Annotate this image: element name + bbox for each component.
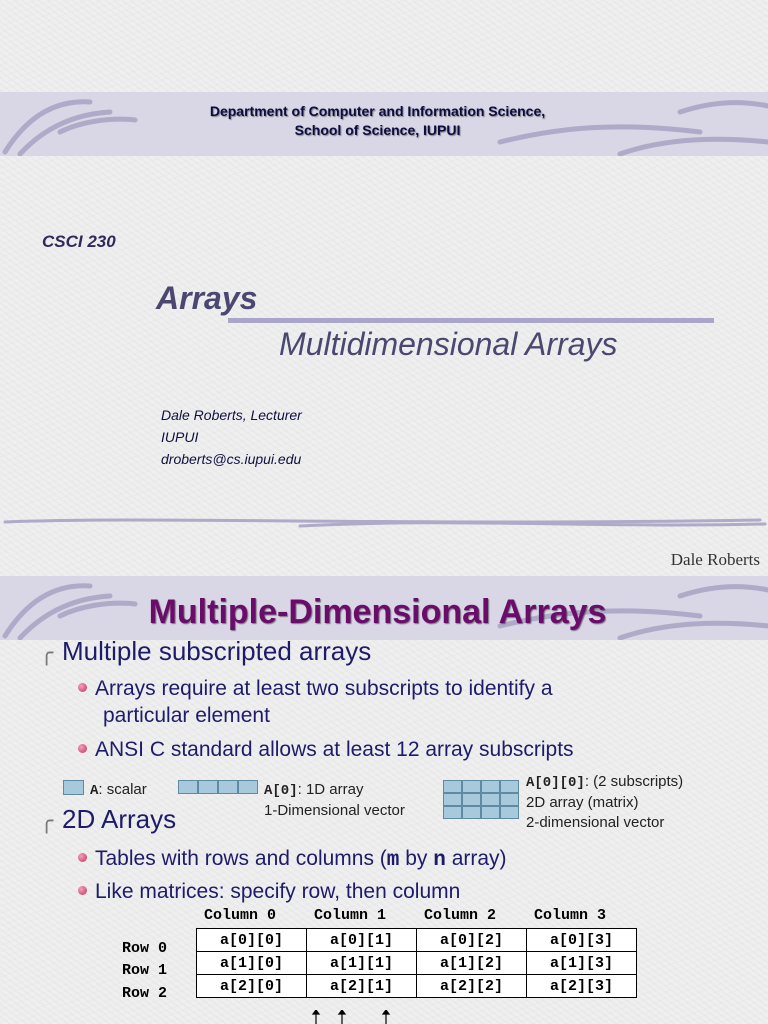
sub-bullet-two-subscripts <box>78 675 553 729</box>
dot-bullet-icon <box>78 886 87 895</box>
matrix-boxes <box>443 780 519 819</box>
slide2-title: Multiple-Dimensional Arrays <box>148 593 607 631</box>
matrix-desc2: 2-dimensional vector <box>526 814 665 831</box>
row-header-2: Row 2 <box>122 985 168 1002</box>
tables-text-post: array) <box>445 847 507 870</box>
slide1-bottom-swirl <box>0 510 768 530</box>
sub-bullet-matrices <box>78 878 460 905</box>
dot-bullet-icon <box>78 744 87 753</box>
sub-bullet-line2: particular element <box>103 704 270 727</box>
hook-bullet-icon: ╭ <box>40 640 54 665</box>
table-cell: a[1][0] <box>197 952 307 975</box>
table-cell: a[1][1] <box>307 952 417 975</box>
department-line2: School of Science, IUPUI <box>294 122 461 138</box>
department-line1: Department of Computer and Information Science, <box>209 103 546 119</box>
tables-n: n <box>433 849 446 872</box>
table-cell: a[2][2] <box>417 975 527 998</box>
table-row <box>197 975 637 998</box>
table-row <box>197 929 637 952</box>
vector-code: A[0] <box>264 783 298 799</box>
table-cell: a[0][0] <box>197 929 307 952</box>
column-header-0: Column 0 <box>204 907 277 924</box>
subscript-arrows <box>300 1010 400 1024</box>
table-cell: a[0][2] <box>417 929 527 952</box>
title-underline <box>228 318 714 323</box>
table-cell: a[0][3] <box>527 929 637 952</box>
column-header-2: Column 2 <box>424 907 497 924</box>
matrix-label <box>526 772 683 833</box>
author-org: IUPUI <box>161 429 199 445</box>
slide-subtitle: Multidimensional Arrays <box>279 326 618 362</box>
author-email: droberts@cs.iupui.edu <box>161 451 302 467</box>
bullet-multiple-subscripted <box>40 636 371 667</box>
scalar-code: A <box>90 783 99 799</box>
course-code: CSCI 230 <box>42 232 116 251</box>
scalar-label <box>90 780 147 801</box>
dot-bullet-icon <box>78 683 87 692</box>
sub-bullet-text: ANSI C standard allows at least 12 array subscripts <box>95 738 574 761</box>
sub-bullet-ansi-c <box>78 736 574 763</box>
vector-text: : 1D array <box>297 781 364 798</box>
tables-by: by <box>399 847 434 870</box>
department-header <box>0 102 755 140</box>
table-row <box>197 952 637 975</box>
sub-bullet-tables <box>78 845 507 874</box>
table-cell: a[1][3] <box>527 952 637 975</box>
bullet-text: Multiple subscripted arrays <box>62 636 372 666</box>
table-cell: a[0][1] <box>307 929 417 952</box>
matrix-desc1: 2D array (matrix) <box>526 794 639 811</box>
column-header-1: Column 1 <box>314 907 387 924</box>
sub-bullet-line1: Arrays require at least two subscripts to identify a <box>95 677 553 700</box>
vector-desc: 1-Dimensional vector <box>264 802 405 819</box>
hook-bullet-icon: ╭ <box>40 808 54 833</box>
vector-label <box>264 780 405 821</box>
column-header-3: Column 3 <box>534 907 607 924</box>
slide-title: Arrays <box>156 280 258 316</box>
bullet-text: 2D Arrays <box>62 804 177 834</box>
footer-author: Dale Roberts <box>670 550 760 569</box>
table-cell: a[2][3] <box>527 975 637 998</box>
scalar-box <box>63 780 84 795</box>
table-cell: a[2][0] <box>197 975 307 998</box>
dot-bullet-icon <box>78 853 87 862</box>
tables-m: m <box>386 849 400 872</box>
tables-text-pre: Tables with rows and columns ( <box>95 847 387 870</box>
vector-boxes <box>178 780 258 794</box>
matrix-code: A[0][0] <box>526 775 585 791</box>
scalar-text: : scalar <box>98 781 147 798</box>
row-header-1: Row 1 <box>122 962 168 979</box>
bullet-2d-arrays <box>40 804 176 835</box>
table-cell: a[1][2] <box>417 952 527 975</box>
array-table <box>196 928 637 998</box>
table-cell: a[2][1] <box>307 975 417 998</box>
row-header-0: Row 0 <box>122 940 168 957</box>
matrix-text: : (2 subscripts) <box>584 773 684 790</box>
author-name: Dale Roberts, Lecturer <box>161 407 302 423</box>
sub-bullet-text: Like matrices: specify row, then column <box>95 880 461 903</box>
